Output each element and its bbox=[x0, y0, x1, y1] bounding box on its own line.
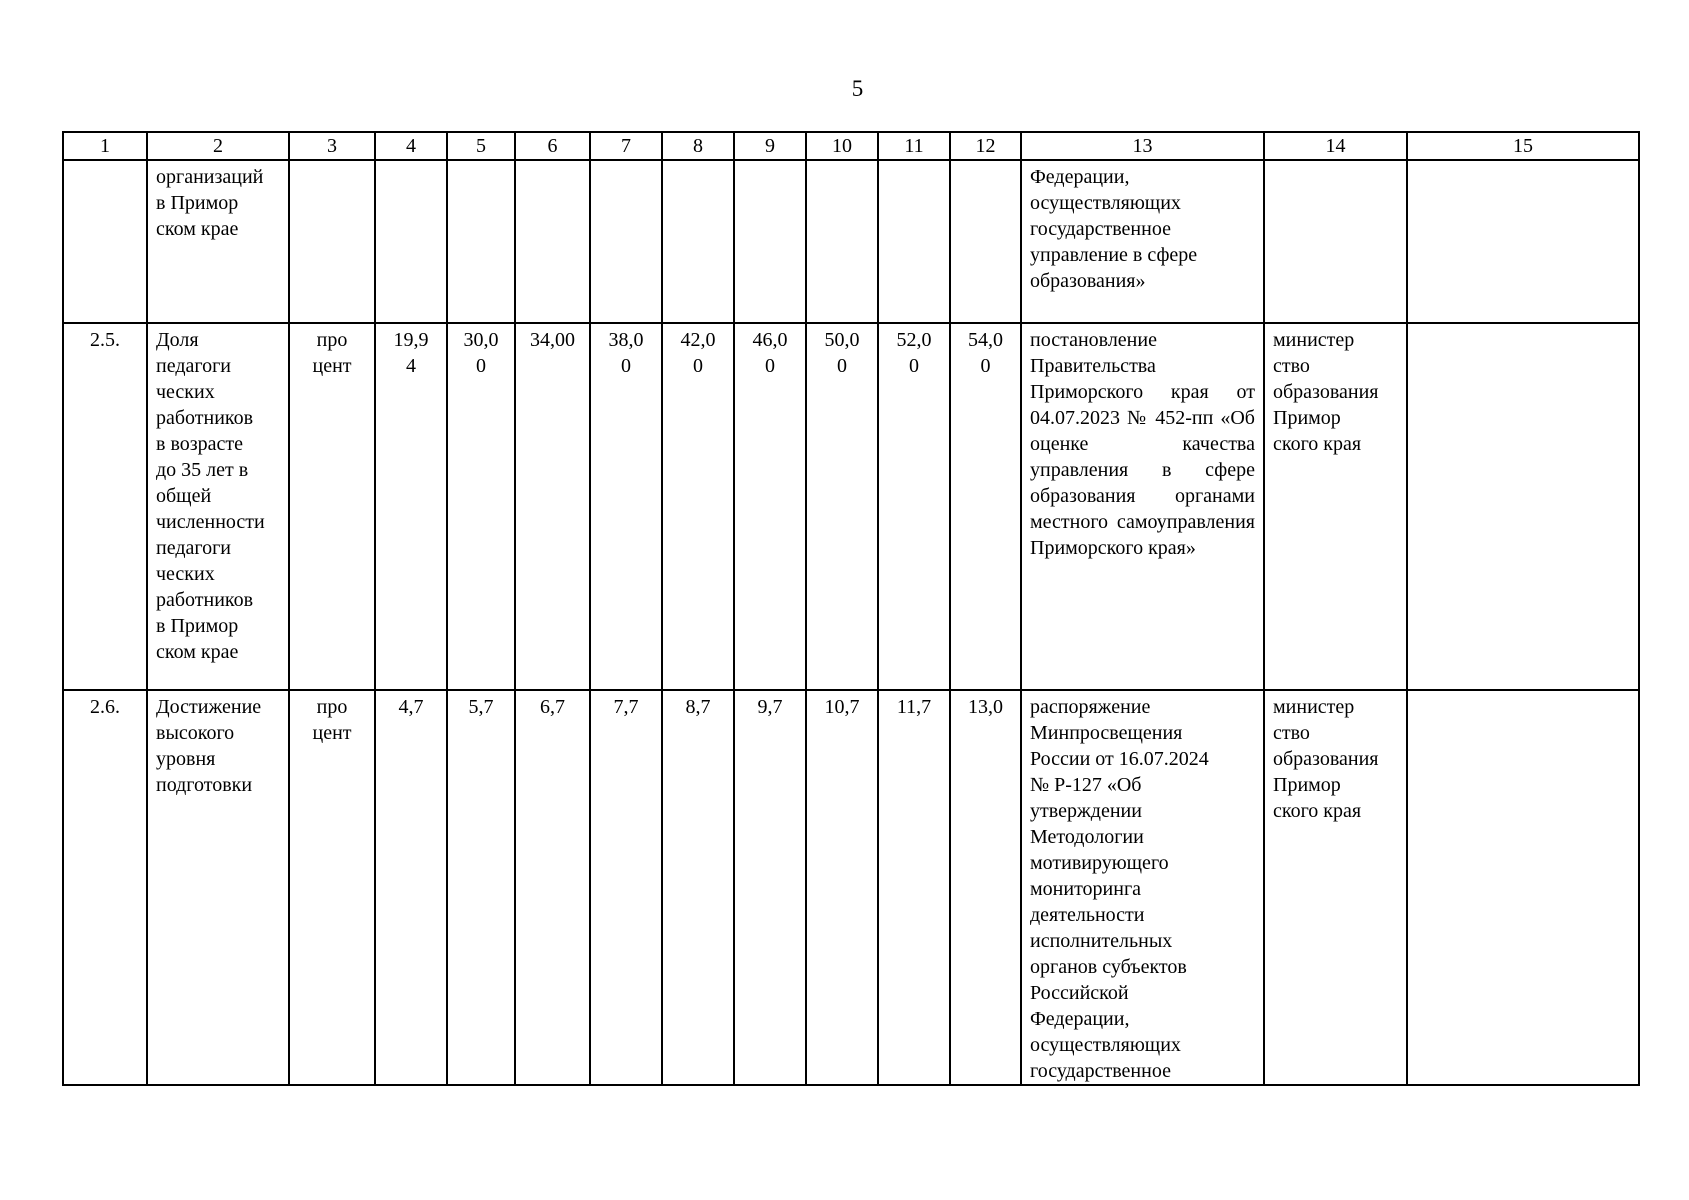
notes-cell bbox=[1407, 160, 1639, 323]
value-cell: 30,0 0 bbox=[447, 323, 515, 690]
indicator-name-cell: Достижение высокого уровня подготовки bbox=[147, 690, 289, 1085]
responsible-cell: министер ство образования Примор ского края bbox=[1264, 323, 1407, 690]
header-col-3: 3 bbox=[289, 132, 375, 160]
value-cell: 52,0 0 bbox=[878, 323, 950, 690]
value-cell: 11,7 bbox=[878, 690, 950, 1085]
header-col-13: 13 bbox=[1021, 132, 1264, 160]
row-number-cell: 2.6. bbox=[63, 690, 147, 1085]
indicator-name-cell: Доля педагоги ческих работников в возрасте до 35 лет в общей численности педагоги ческих работников в Примор ском крае bbox=[147, 323, 289, 690]
header-col-2: 2 bbox=[147, 132, 289, 160]
notes-cell bbox=[1407, 323, 1639, 690]
value-cell: 46,0 0 bbox=[734, 323, 806, 690]
value-cell bbox=[590, 160, 662, 323]
header-col-7: 7 bbox=[590, 132, 662, 160]
value-cell bbox=[375, 160, 447, 323]
row-number-cell: 2.5. bbox=[63, 323, 147, 690]
header-col-14: 14 bbox=[1264, 132, 1407, 160]
value-cell: 54,0 0 bbox=[950, 323, 1021, 690]
value-cell: 42,0 0 bbox=[662, 323, 734, 690]
document-basis-cell: распоряжение Минпросвещения России от 16.07.2024 № Р-127 «Об утверждении Методологии мотивирующего мониторинга деятельности исполнительных органов субъектов Российской Федерации, осуществляющих государственное bbox=[1021, 690, 1264, 1085]
value-cell: 5,7 bbox=[447, 690, 515, 1085]
value-cell: 19,9 4 bbox=[375, 323, 447, 690]
notes-cell bbox=[1407, 690, 1639, 1085]
header-col-6: 6 bbox=[515, 132, 590, 160]
value-cell: 10,7 bbox=[806, 690, 878, 1085]
value-cell: 6,7 bbox=[515, 690, 590, 1085]
value-cell: 9,7 bbox=[734, 690, 806, 1085]
table-row bbox=[63, 160, 1639, 323]
document-basis-cell: Федерации, осуществляющих государственное управление в сфере образования» bbox=[1021, 160, 1264, 323]
unit-cell: про цент bbox=[289, 323, 375, 690]
header-col-12: 12 bbox=[950, 132, 1021, 160]
value-cell: 8,7 bbox=[662, 690, 734, 1085]
value-cell: 4,7 bbox=[375, 690, 447, 1085]
value-cell bbox=[447, 160, 515, 323]
header-col-5: 5 bbox=[447, 132, 515, 160]
responsible-cell: министер ство образования Примор ского края bbox=[1264, 690, 1407, 1085]
table-header-row bbox=[63, 132, 1639, 160]
table-row bbox=[63, 690, 1639, 1085]
value-cell: 7,7 bbox=[590, 690, 662, 1085]
header-col-4: 4 bbox=[375, 132, 447, 160]
unit-cell bbox=[289, 160, 375, 323]
header-col-11: 11 bbox=[878, 132, 950, 160]
value-cell: 13,0 bbox=[950, 690, 1021, 1085]
value-cell bbox=[878, 160, 950, 323]
header-col-8: 8 bbox=[662, 132, 734, 160]
table-row bbox=[63, 323, 1639, 690]
value-cell bbox=[950, 160, 1021, 323]
indicators-table bbox=[62, 131, 1640, 1086]
page-number: 5 bbox=[851, 76, 864, 101]
value-cell: 38,0 0 bbox=[590, 323, 662, 690]
responsible-cell bbox=[1264, 160, 1407, 323]
header-col-9: 9 bbox=[734, 132, 806, 160]
value-cell bbox=[515, 160, 590, 323]
document-basis-cell: постановление Правительства Приморского края от 04.07.2023 № 452-пп «Об оценке качества управления в сфере образования органами местного самоуправления Приморского края» bbox=[1021, 323, 1264, 690]
indicator-name-cell: организаций в Примор ском крае bbox=[147, 160, 289, 323]
value-cell: 34,00 bbox=[515, 323, 590, 690]
row-number-cell bbox=[63, 160, 147, 323]
header-col-1: 1 bbox=[63, 132, 147, 160]
unit-cell: про цент bbox=[289, 690, 375, 1085]
header-col-15: 15 bbox=[1407, 132, 1639, 160]
value-cell bbox=[734, 160, 806, 323]
value-cell bbox=[662, 160, 734, 323]
value-cell bbox=[806, 160, 878, 323]
value-cell: 50,0 0 bbox=[806, 323, 878, 690]
header-col-10: 10 bbox=[806, 132, 878, 160]
